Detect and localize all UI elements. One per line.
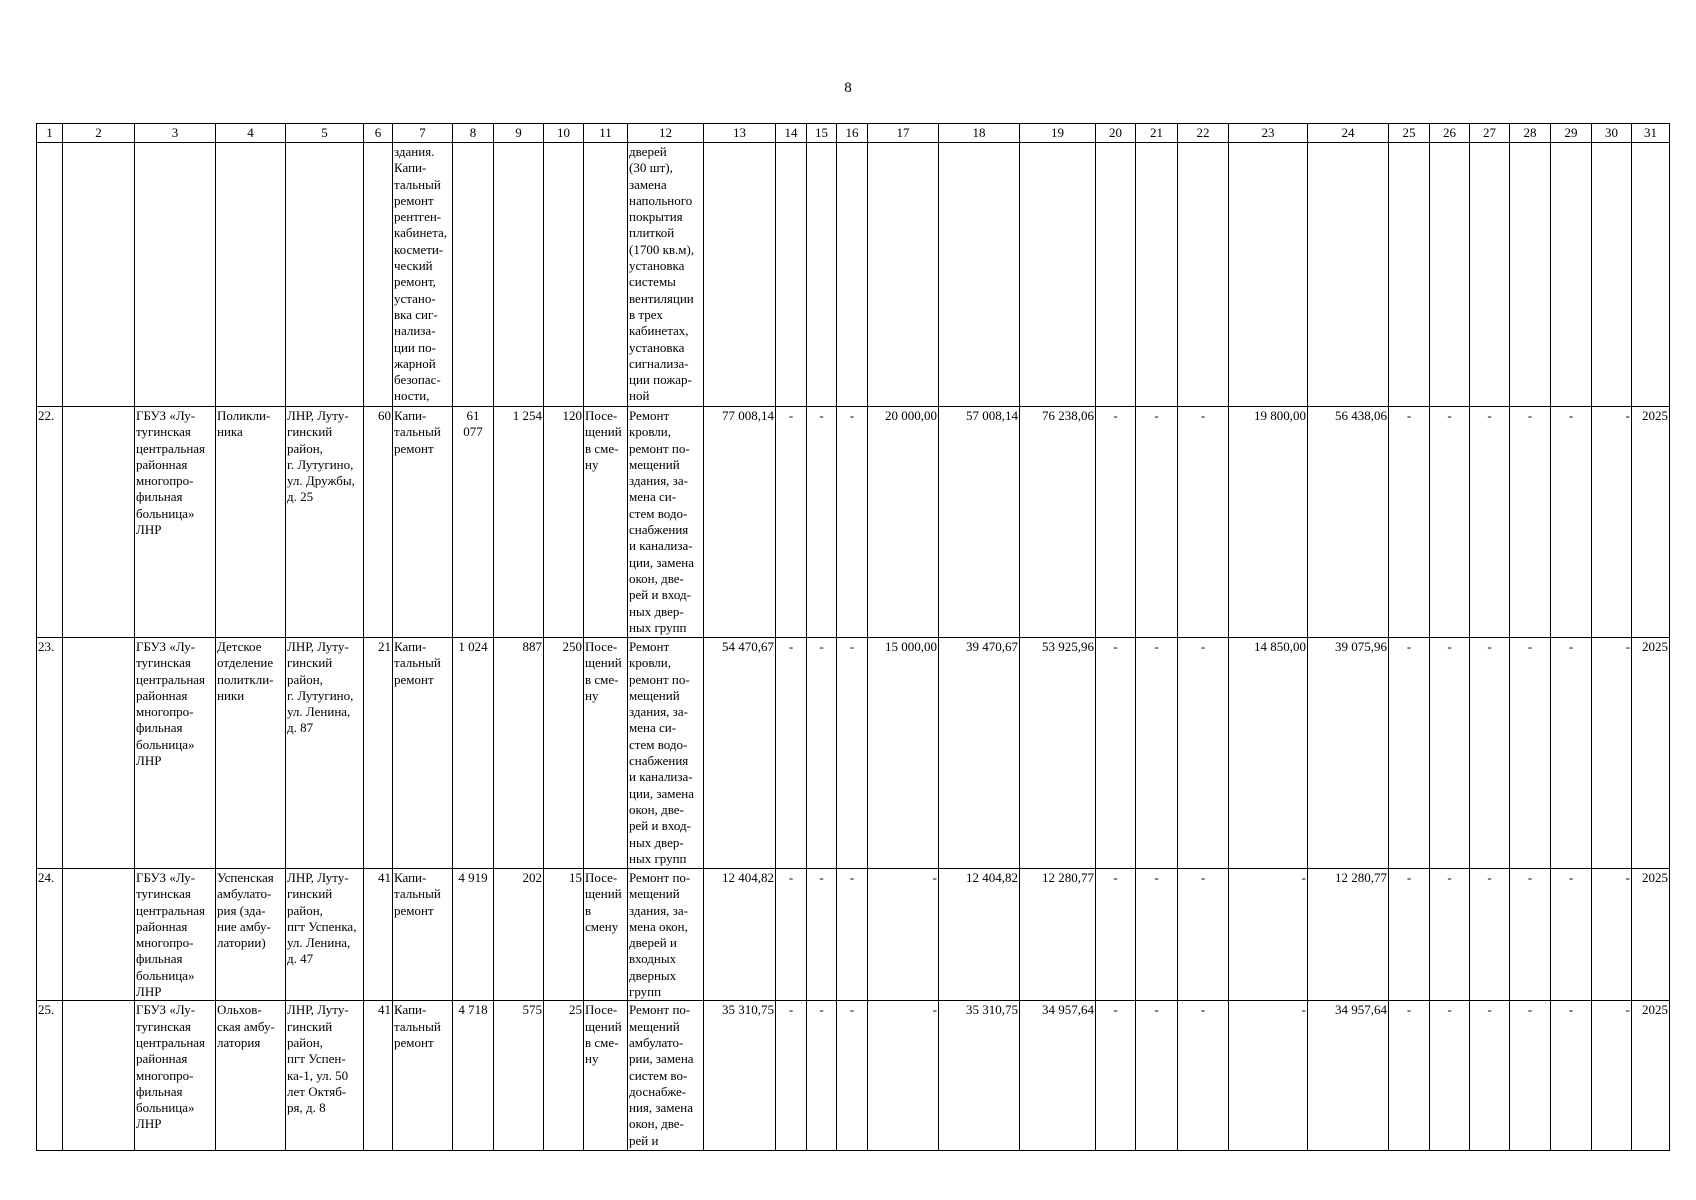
table-cell-col-30: - <box>1592 1001 1632 1151</box>
table-cell-col-24: 12 280,77 <box>1308 869 1389 1001</box>
column-number-10: 10 <box>544 124 584 143</box>
table-cell-col-10 <box>544 143 584 407</box>
table-cell-col-5: ЛНР, Луту- гинский район, г. Лутугино, ул. Ленина, д. 87 <box>286 638 364 869</box>
table-cell-col-12: Ремонт по- мещений здания, за- мена окон, дверей и входных дверных групп <box>628 869 704 1001</box>
table-cell-col-15: - <box>807 869 837 1001</box>
table-cell-col-11: Посе- щений в сме- ну <box>584 638 628 869</box>
table-cell-col-3: ГБУЗ «Лу- тугинская центральная районная многопро- фильная больница» ЛНР <box>135 638 216 869</box>
table-cell-col-17: 15 000,00 <box>868 638 939 869</box>
table-cell-col-8: 4 718 <box>453 1001 494 1151</box>
table-cell-col-13: 12 404,82 <box>704 869 776 1001</box>
table-cell-col-13: 77 008,14 <box>704 407 776 638</box>
table-cell-col-28 <box>1510 143 1551 407</box>
table-cell-col-27: - <box>1470 869 1510 1001</box>
table-cell-col-20: - <box>1096 1001 1136 1151</box>
table-cell-col-14: - <box>776 638 807 869</box>
table-cell-col-21: - <box>1136 869 1178 1001</box>
table-cell-col-19: 12 280,77 <box>1020 869 1096 1001</box>
table-cell-col-6: 41 <box>364 1001 393 1151</box>
column-number-28: 28 <box>1510 124 1551 143</box>
table-cell-col-22: - <box>1178 1001 1229 1151</box>
table-cell-col-12: Ремонт по- мещений амбулато- рии, замена систем во- доснабже- ния, замена окон, две- рей и <box>628 1001 704 1151</box>
table-cell-col-16: - <box>837 1001 868 1151</box>
table-cell-col-20: - <box>1096 638 1136 869</box>
table-cell-col-17 <box>868 143 939 407</box>
table-cell-col-29 <box>1551 143 1592 407</box>
table-cell-col-29: - <box>1551 869 1592 1001</box>
table-cell-col-22 <box>1178 143 1229 407</box>
table-cell-col-26: - <box>1430 638 1470 869</box>
table-cell-col-1 <box>37 143 63 407</box>
column-number-12: 12 <box>628 124 704 143</box>
table-cell-col-10: 120 <box>544 407 584 638</box>
table-cell-col-31 <box>1632 143 1670 407</box>
table-cell-col-25: - <box>1389 1001 1430 1151</box>
table-cell-col-26: - <box>1430 1001 1470 1151</box>
table-cell-col-7: Капи- тальный ремонт <box>393 869 453 1001</box>
column-number-25: 25 <box>1389 124 1430 143</box>
column-number-1: 1 <box>37 124 63 143</box>
table-cell-col-18: 39 470,67 <box>939 638 1020 869</box>
table-cell-col-19: 53 925,96 <box>1020 638 1096 869</box>
table-cell-col-8 <box>453 143 494 407</box>
table-cell-col-8: 4 919 <box>453 869 494 1001</box>
table-cell-col-24: 34 957,64 <box>1308 1001 1389 1151</box>
table-cell-col-31: 2025 <box>1632 407 1670 638</box>
table-cell-col-14: - <box>776 1001 807 1151</box>
table-cell-col-7: Капи- тальный ремонт <box>393 407 453 638</box>
table-cell-col-14: - <box>776 869 807 1001</box>
table-cell-col-13 <box>704 143 776 407</box>
table-cell-col-3: ГБУЗ «Лу- тугинская центральная районная многопро- фильная больница» ЛНР <box>135 407 216 638</box>
table-cell-col-25 <box>1389 143 1430 407</box>
register-table <box>36 123 1670 1151</box>
column-number-13: 13 <box>704 124 776 143</box>
table-cell-col-15: - <box>807 638 837 869</box>
table-cell-col-2 <box>63 143 135 407</box>
table-cell-col-5: ЛНР, Луту- гинский район, пгт Успенка, ул. Ленина, д. 47 <box>286 869 364 1001</box>
table-cell-col-12: Ремонт кровли, ремонт по- мещений здания, за- мена си- стем водо- снабжения и канализа- ции, замена окон, две- рей и вход- ных двер- ных групп <box>628 407 704 638</box>
table-cell-col-22: - <box>1178 869 1229 1001</box>
column-number-4: 4 <box>216 124 286 143</box>
table-cell-col-16: - <box>837 869 868 1001</box>
table-cell-col-8: 61 077 <box>453 407 494 638</box>
table-cell-col-10: 25 <box>544 1001 584 1151</box>
table-cell-col-31: 2025 <box>1632 869 1670 1001</box>
table-cell-col-29: - <box>1551 638 1592 869</box>
column-number-16: 16 <box>837 124 868 143</box>
table-cell-col-18: 35 310,75 <box>939 1001 1020 1151</box>
column-number-21: 21 <box>1136 124 1178 143</box>
column-number-23: 23 <box>1229 124 1308 143</box>
table-cell-col-2 <box>63 1001 135 1151</box>
table-cell-col-14: - <box>776 407 807 638</box>
table-cell-col-23: 19 800,00 <box>1229 407 1308 638</box>
table-cell-col-17: - <box>868 1001 939 1151</box>
table-cell-col-27 <box>1470 143 1510 407</box>
table-cell-col-19: 76 238,06 <box>1020 407 1096 638</box>
column-number-15: 15 <box>807 124 837 143</box>
table-cell-col-16: - <box>837 638 868 869</box>
table-cell-col-20: - <box>1096 869 1136 1001</box>
column-number-3: 3 <box>135 124 216 143</box>
page-number: 8 <box>844 80 852 96</box>
table-cell-col-28: - <box>1510 869 1551 1001</box>
column-number-31: 31 <box>1632 124 1670 143</box>
table-cell-col-5: ЛНР, Луту- гинский район, г. Лутугино, ул. Дружбы, д. 25 <box>286 407 364 638</box>
table-cell-col-28: - <box>1510 407 1551 638</box>
table-cell-col-31: 2025 <box>1632 638 1670 869</box>
column-number-18: 18 <box>939 124 1020 143</box>
table-cell-col-10: 15 <box>544 869 584 1001</box>
table-cell-col-3 <box>135 143 216 407</box>
table-cell-col-5 <box>286 143 364 407</box>
table-cell-col-23 <box>1229 143 1308 407</box>
table-cell-col-24 <box>1308 143 1389 407</box>
column-number-8: 8 <box>453 124 494 143</box>
table-cell-col-6: 21 <box>364 638 393 869</box>
table-cell-col-11: Посе- щений в смену <box>584 869 628 1001</box>
table-cell-col-14 <box>776 143 807 407</box>
table-cell-col-30: - <box>1592 869 1632 1001</box>
table-cell-col-11: Посе- щений в сме- ну <box>584 407 628 638</box>
table-cell-col-7: Капи- тальный ремонт <box>393 1001 453 1151</box>
table-cell-col-24: 39 075,96 <box>1308 638 1389 869</box>
table-cell-col-2 <box>63 869 135 1001</box>
column-number-5: 5 <box>286 124 364 143</box>
column-number-29: 29 <box>1551 124 1592 143</box>
table-cell-col-22: - <box>1178 407 1229 638</box>
table-cell-col-3: ГБУЗ «Лу- тугинская центральная районная многопро- фильная больница» ЛНР <box>135 869 216 1001</box>
table-cell-col-12: Ремонт кровли, ремонт по- мещений здания, за- мена си- стем водо- снабжения и канализа- ции, замена окон, две- рей и вход- ных двер- ных групп <box>628 638 704 869</box>
table-cell-col-28: - <box>1510 638 1551 869</box>
table-cell-col-28: - <box>1510 1001 1551 1151</box>
table-row <box>37 143 1670 407</box>
table-cell-col-23: - <box>1229 1001 1308 1151</box>
column-number-24: 24 <box>1308 124 1389 143</box>
table-cell-col-30: - <box>1592 638 1632 869</box>
table-cell-col-4: Ольхов- ская амбу- латория <box>216 1001 286 1151</box>
table-cell-col-19 <box>1020 143 1096 407</box>
table-cell-col-20: - <box>1096 407 1136 638</box>
table-cell-col-4: Успенская амбулато- рия (зда- ние амбу- латории) <box>216 869 286 1001</box>
column-number-26: 26 <box>1430 124 1470 143</box>
column-number-11: 11 <box>584 124 628 143</box>
table-cell-col-25: - <box>1389 638 1430 869</box>
column-number-19: 19 <box>1020 124 1096 143</box>
table-cell-col-5: ЛНР, Луту- гинский район, пгт Успен- ка-1, ул. 50 лет Октяб- ря, д. 8 <box>286 1001 364 1151</box>
table-cell-col-21: - <box>1136 1001 1178 1151</box>
table-cell-col-29: - <box>1551 1001 1592 1151</box>
table-cell-col-1: 22. <box>37 407 63 638</box>
table-cell-col-9: 575 <box>494 1001 544 1151</box>
table-cell-col-30: - <box>1592 407 1632 638</box>
table-cell-col-6: 60 <box>364 407 393 638</box>
table-cell-col-15 <box>807 143 837 407</box>
column-number-row <box>37 124 1670 143</box>
column-number-9: 9 <box>494 124 544 143</box>
table-cell-col-18: 57 008,14 <box>939 407 1020 638</box>
table-cell-col-10: 250 <box>544 638 584 869</box>
table-cell-col-9 <box>494 143 544 407</box>
table-cell-col-18 <box>939 143 1020 407</box>
table-cell-col-1: 23. <box>37 638 63 869</box>
column-number-27: 27 <box>1470 124 1510 143</box>
table-cell-col-6 <box>364 143 393 407</box>
table-cell-col-26 <box>1430 143 1470 407</box>
table-cell-col-20 <box>1096 143 1136 407</box>
table-cell-col-4: Детское отделение политкли- ники <box>216 638 286 869</box>
table-cell-col-27: - <box>1470 407 1510 638</box>
table-cell-col-9: 1 254 <box>494 407 544 638</box>
table-cell-col-21: - <box>1136 638 1178 869</box>
column-number-7: 7 <box>393 124 453 143</box>
table-cell-col-17: 20 000,00 <box>868 407 939 638</box>
table-cell-col-29: - <box>1551 407 1592 638</box>
table-cell-col-21 <box>1136 143 1178 407</box>
column-number-20: 20 <box>1096 124 1136 143</box>
table-cell-col-31: 2025 <box>1632 1001 1670 1151</box>
table-cell-col-8: 1 024 <box>453 638 494 869</box>
table-cell-col-9: 202 <box>494 869 544 1001</box>
table-cell-col-4 <box>216 143 286 407</box>
table-cell-col-21: - <box>1136 407 1178 638</box>
table-cell-col-16: - <box>837 407 868 638</box>
table-cell-col-26: - <box>1430 869 1470 1001</box>
table-cell-col-16 <box>837 143 868 407</box>
table-cell-col-23: 14 850,00 <box>1229 638 1308 869</box>
table-cell-col-25: - <box>1389 407 1430 638</box>
table-row <box>37 407 1670 638</box>
table-cell-col-24: 56 438,06 <box>1308 407 1389 638</box>
table-cell-col-25: - <box>1389 869 1430 1001</box>
table-cell-col-1: 25. <box>37 1001 63 1151</box>
table-cell-col-6: 41 <box>364 869 393 1001</box>
table-cell-col-19: 34 957,64 <box>1020 1001 1096 1151</box>
table-cell-col-17: - <box>868 869 939 1001</box>
column-number-17: 17 <box>868 124 939 143</box>
column-number-6: 6 <box>364 124 393 143</box>
table-row <box>37 638 1670 869</box>
table-cell-col-9: 887 <box>494 638 544 869</box>
table-cell-col-15: - <box>807 407 837 638</box>
column-number-22: 22 <box>1178 124 1229 143</box>
table-cell-col-27: - <box>1470 638 1510 869</box>
table-cell-col-2 <box>63 638 135 869</box>
table-cell-col-26: - <box>1430 407 1470 638</box>
table-cell-col-13: 54 470,67 <box>704 638 776 869</box>
table-cell-col-27: - <box>1470 1001 1510 1151</box>
table-cell-col-2 <box>63 407 135 638</box>
table-cell-col-15: - <box>807 1001 837 1151</box>
table-cell-col-7: здания. Капи- тальный ремонт рентген- кабинета, космети- ческий ремонт, устано- вка сиг- нализа- ции по- жарной безопас- ности, <box>393 143 453 407</box>
column-number-30: 30 <box>1592 124 1632 143</box>
column-number-2: 2 <box>63 124 135 143</box>
table-cell-col-4: Поликли- ника <box>216 407 286 638</box>
table-cell-col-7: Капи- тальный ремонт <box>393 638 453 869</box>
table-cell-col-3: ГБУЗ «Лу- тугинская центральная районная многопро- фильная больница» ЛНР <box>135 1001 216 1151</box>
table-cell-col-23: - <box>1229 869 1308 1001</box>
table-cell-col-22: - <box>1178 638 1229 869</box>
table-cell-col-1: 24. <box>37 869 63 1001</box>
table-cell-col-11: Посе- щений в сме- ну <box>584 1001 628 1151</box>
column-number-14: 14 <box>776 124 807 143</box>
table-cell-col-30 <box>1592 143 1632 407</box>
table-cell-col-12: дверей (30 шт), замена напольного покрытия плиткой (1700 кв.м), установка системы вентиляции в трех кабинетах, установка сигнализа- ции пожар- ной <box>628 143 704 407</box>
table-cell-col-18: 12 404,82 <box>939 869 1020 1001</box>
table-row <box>37 869 1670 1001</box>
table-row <box>37 1001 1670 1151</box>
table-cell-col-13: 35 310,75 <box>704 1001 776 1151</box>
table-cell-col-11 <box>584 143 628 407</box>
